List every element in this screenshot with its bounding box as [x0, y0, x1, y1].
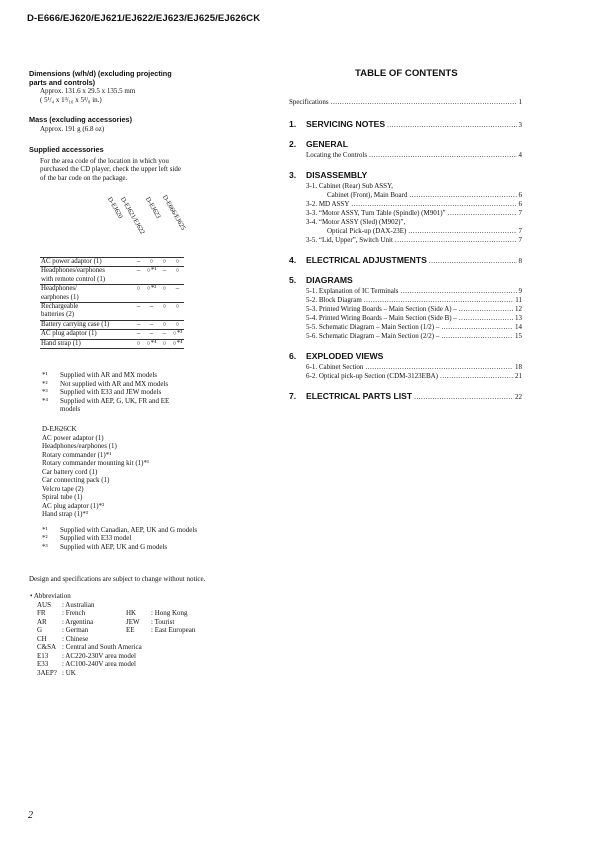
- toc-entry-label: 5-1. Explanation of IC Terminals: [306, 287, 399, 295]
- abbreviation-code: AUS: [37, 600, 52, 609]
- availability-cell: ○: [158, 303, 171, 321]
- leader-dots: [459, 314, 513, 323]
- toc-entry[interactable]: [306, 305, 522, 314]
- availability-cell: ○*⁴: [146, 339, 157, 347]
- toc-entry-label: 6-1. Cabinet Section: [306, 363, 364, 371]
- table-row: [40, 267, 184, 285]
- toc-section-title: EXPLODED VIEWS: [306, 351, 384, 361]
- leader-dots: [365, 363, 513, 372]
- toc-entry-label: 5-2. Block Diagram: [306, 296, 362, 304]
- abbreviation-code: FR: [37, 609, 46, 617]
- toc-subsection-list: [289, 182, 522, 245]
- accessory-name: [40, 303, 132, 321]
- footnote: [42, 388, 282, 397]
- footnote-text: Supplied with AR and MX models: [60, 371, 158, 379]
- abbreviation-code: EE: [126, 626, 135, 634]
- toc-title: TABLE OF CONTENTS: [355, 68, 458, 79]
- supplied-heading: Supplied accessories: [29, 145, 104, 154]
- toc-subsection-list: [289, 363, 522, 381]
- toc-page-number: 1: [518, 98, 522, 106]
- list-item: AC plug adaptor (1)*²: [42, 501, 105, 510]
- abbreviation-row: [37, 660, 280, 669]
- availability-cell: ○: [171, 303, 184, 321]
- toc-section-number: 6.: [289, 351, 297, 361]
- toc-section-number: 4.: [289, 255, 297, 265]
- leader-dots: [395, 236, 517, 245]
- accessory-name-line: Headphones/earphones: [41, 267, 105, 275]
- toc-section-number: 1.: [289, 119, 297, 129]
- supplied-section: [29, 146, 279, 182]
- availability-cell: ○: [171, 258, 184, 267]
- toc-entry-label: Specifications: [289, 98, 329, 106]
- availability-cell: –: [132, 267, 145, 285]
- mass-heading: Mass (excluding accessories): [29, 115, 133, 124]
- toc-page-number: 21: [515, 372, 522, 380]
- leader-dots: [351, 200, 516, 209]
- ej626-title: D-EJ626CK: [42, 425, 77, 433]
- footnote: [42, 526, 282, 535]
- abbreviation-meaning: : East European: [151, 626, 196, 634]
- table-row: [40, 330, 184, 339]
- toc-page-number: 7: [518, 236, 522, 244]
- toc-entry-label: 5-6. Schematic Diagram – Main Section (2/2) –: [306, 332, 440, 340]
- footnote-text: Supplied with E33 model: [60, 534, 132, 542]
- availability-cell: –: [171, 285, 184, 303]
- abbreviation-meaning: : Chinese: [62, 634, 89, 643]
- accessory-name-line: Hand strap (1): [41, 339, 81, 347]
- footnote-text: Supplied with AEP, UK and G models: [60, 542, 168, 551]
- supplied-intro-2: purchased the CD player, check the upper left side: [40, 165, 182, 174]
- dimensions-section: [29, 70, 279, 104]
- toc-entry-line: 3-1. Cabinet (Rear) Sub ASSY,: [306, 182, 393, 190]
- toc-page-number: 4: [518, 151, 522, 159]
- abbreviation-row: [37, 626, 280, 635]
- availability-cell: ○*³: [172, 330, 183, 338]
- toc-entry[interactable]: [306, 236, 522, 245]
- accessory-name: [40, 285, 132, 303]
- abbreviation-row: [37, 601, 280, 610]
- abbreviation-code: HK: [126, 609, 137, 617]
- toc-section[interactable]: [289, 351, 522, 361]
- table-of-contents: [289, 98, 522, 411]
- footnote-mark: *³: [42, 388, 48, 396]
- availability-cell: ○: [132, 339, 145, 348]
- toc-section[interactable]: [289, 275, 522, 285]
- toc-entry[interactable]: [306, 191, 522, 200]
- accessory-name-line: AC power adaptor (1): [41, 258, 102, 265]
- table-row: [40, 303, 184, 321]
- availability-cell: –: [132, 320, 145, 329]
- availability-cell: ○: [158, 339, 171, 348]
- toc-entry[interactable]: [306, 372, 522, 381]
- toc-subsection-list: [289, 287, 522, 341]
- toc-entry[interactable]: [306, 151, 522, 160]
- toc-page-number: 13: [515, 314, 522, 322]
- toc-page-number: 6: [518, 200, 522, 208]
- footnote-mark: *²: [42, 379, 48, 388]
- availability-cell: ○*¹: [145, 267, 158, 285]
- accessory-name: [40, 320, 132, 329]
- toc-section-title: GENERAL: [306, 139, 349, 149]
- mass-section: [29, 116, 279, 133]
- abbreviation-meaning: : French: [62, 609, 86, 617]
- abbreviation-code: C&SA: [37, 643, 57, 651]
- footnote-mark: *³: [42, 542, 48, 551]
- footnote: [42, 397, 282, 406]
- table-row: [40, 258, 184, 267]
- toc-section-title: DISASSEMBLY: [306, 170, 368, 180]
- abbreviation-row: [37, 643, 280, 652]
- dimensions-mm: Approx. 131.6 x 29.5 x 135.5 mm: [40, 87, 136, 96]
- abbreviation-code: CH: [37, 634, 47, 643]
- model-header-1: D-EJ620: [105, 196, 124, 220]
- availability-cell: –: [145, 303, 158, 321]
- table-row: [40, 320, 184, 329]
- supplied-intro-3: of the bar code on the package.: [40, 173, 128, 182]
- accessory-name: [40, 258, 132, 267]
- abbreviation-meaning: : Hong Kong: [151, 609, 188, 617]
- abbreviation-meaning: : AC220-230V area model: [62, 651, 136, 660]
- list-item: Spiral tube (1): [42, 493, 83, 501]
- abbreviation-row: [37, 669, 280, 678]
- footnote: [42, 371, 282, 380]
- toc-subsection-list: [289, 151, 522, 160]
- dimensions-heading-2: parts and controls): [29, 77, 96, 87]
- availability-cell: –: [158, 330, 171, 339]
- availability-cell: ○: [158, 320, 171, 329]
- toc-entry-label: Optical Pick-up (DAX-23E): [327, 227, 407, 235]
- footnote-mark: *²: [42, 534, 48, 542]
- leader-dots: [387, 121, 516, 129]
- page-number: 2: [28, 810, 33, 821]
- leader-dots: [401, 287, 517, 296]
- abbreviation-code: AR: [37, 617, 47, 626]
- accessory-name: [40, 339, 132, 348]
- availability-cell: –: [145, 330, 158, 339]
- footnote-text: Supplied with Canadian, AEP, UK and G models: [60, 525, 198, 534]
- toc-specifications[interactable]: [289, 98, 522, 107]
- ej626-section: [42, 425, 282, 551]
- toc-section-number: 3.: [289, 170, 297, 180]
- footnote: [42, 405, 282, 414]
- toc-entry[interactable]: [306, 296, 522, 305]
- abbreviation-code: E33: [37, 660, 49, 668]
- toc-entry-label: Locating the Controls: [306, 151, 368, 159]
- toc-entry-line: 3-4. “Motor ASSY (Sled) (M902)”,: [306, 218, 406, 226]
- availability-cell: ○: [132, 285, 145, 303]
- availability-cell: ○*²: [145, 285, 158, 303]
- toc-section[interactable]: [289, 119, 522, 129]
- abbreviation-meaning: : Tourist: [151, 617, 175, 626]
- availability-cell: –: [132, 330, 145, 339]
- abbreviation-meaning: : German: [62, 626, 89, 634]
- availability-cell: ○: [171, 267, 184, 285]
- toc-entry[interactable]: [306, 363, 522, 372]
- document-header: D-E666/EJ620/EJ621/EJ622/EJ623/EJ625/EJ626CK: [27, 13, 261, 24]
- toc-page-number: 14: [515, 323, 522, 331]
- abbreviation-code: G: [37, 626, 43, 634]
- leader-dots: [364, 296, 513, 305]
- accessory-name: [40, 330, 132, 339]
- list-item: Headphones/earphones (1): [42, 442, 117, 450]
- toc-section[interactable]: [289, 255, 522, 265]
- abbreviation-code: 3AEP?: [37, 668, 57, 677]
- toc-section-number: 7.: [289, 391, 297, 401]
- leader-dots: [448, 209, 517, 218]
- toc-entry[interactable]: [306, 314, 522, 323]
- toc-section-number: 5.: [289, 275, 297, 285]
- toc-section[interactable]: [289, 170, 522, 180]
- toc-page-number: 8: [518, 257, 522, 265]
- abbreviation-title: • Abbreviation: [30, 592, 71, 600]
- abbreviation-row: [37, 635, 280, 644]
- list-item: Hand strap (1)*³: [42, 510, 89, 518]
- leader-dots: [414, 393, 513, 401]
- accessory-name-line: Headphones/: [41, 285, 77, 293]
- toc-page-number: 11: [515, 296, 522, 304]
- leader-dots: [410, 191, 517, 200]
- footnote-text: Not supplied with AR and MX models: [60, 379, 169, 388]
- availability-cell: –: [158, 267, 171, 285]
- toc-page-number: 9: [518, 287, 522, 295]
- abbreviation-meaning: : AC100-240V area model: [62, 660, 136, 668]
- abbreviation-code: E13: [37, 651, 49, 660]
- list-item: AC power adaptor (1): [42, 433, 104, 442]
- table-row: [40, 285, 184, 303]
- toc-section-title: ELECTRICAL PARTS LIST: [306, 391, 413, 401]
- availability-cell: –: [132, 303, 145, 321]
- toc-entry-label: 3-3. “Motor ASSY, Turn Table (Spindle) (M901)”: [306, 209, 446, 217]
- toc-entry[interactable]: [306, 323, 522, 332]
- accessories-table: [40, 257, 184, 349]
- dimensions-heading-1: Dimensions (w/h/d) (excluding projecting: [29, 69, 172, 78]
- abbreviation-row: [37, 618, 280, 627]
- toc-entry-label: 5-3. Printed Wiring Boards – Main Section (Side A) –: [306, 305, 457, 313]
- leader-dots: [459, 305, 513, 314]
- availability-cell: ○: [158, 285, 171, 303]
- toc-entry[interactable]: [306, 227, 522, 236]
- footnote-mark: *¹: [42, 371, 48, 379]
- toc-entry[interactable]: [306, 209, 522, 218]
- accessory-name-line: earphones (1): [41, 293, 79, 301]
- footnote-text: models: [60, 405, 81, 413]
- accessory-name-line: with remote control (1): [41, 275, 106, 283]
- design-note: Design and specifications are subject to change without notice.: [29, 575, 206, 583]
- toc-page-number: 7: [518, 209, 522, 217]
- toc-page-number: 22: [515, 393, 522, 401]
- availability-cell: ○*⁴: [172, 339, 183, 347]
- model-header-4: D-E666/EJ625: [160, 194, 187, 232]
- footnote-mark: *¹: [42, 525, 48, 534]
- availability-cell: ○: [145, 258, 158, 267]
- footnote: [42, 380, 282, 389]
- accessory-name-line: batteries (2): [41, 311, 75, 319]
- accessory-name: [40, 267, 132, 285]
- toc-section-title: SERVICING NOTES: [306, 119, 386, 129]
- toc-page-number: 3: [518, 121, 522, 129]
- leader-dots: [408, 227, 516, 236]
- leader-dots: [331, 98, 517, 107]
- list-item: Car connecting pack (1): [42, 476, 110, 484]
- toc-page-number: 18: [515, 363, 522, 371]
- dimensions-in: ( 5¹/₄ x 1³/₁₆ x 5³/₈ in.): [40, 95, 102, 104]
- accessory-name-line: Rechargeable: [41, 303, 79, 311]
- abbreviation-row: [37, 652, 280, 661]
- accessory-notes: [42, 371, 282, 414]
- toc-entry-label: 3-5. “Lid, Upper”, Switch Unit: [306, 236, 393, 244]
- leader-dots: [441, 332, 513, 341]
- toc-section-title: ELECTRICAL ADJUSTMENTS: [306, 255, 427, 265]
- toc-entry[interactable]: [306, 287, 522, 296]
- accessory-name-line: AC plug adaptor (1): [41, 330, 97, 338]
- toc-entry[interactable]: [306, 332, 522, 341]
- availability-cell: –: [132, 258, 145, 267]
- footnote-text: Supplied with AEP, G, UK, FR and EE: [60, 396, 170, 405]
- list-item: Rotary commander (1)*¹: [42, 450, 112, 459]
- list-item: Car battery cord (1): [42, 467, 98, 476]
- toc-page-number: 15: [515, 332, 522, 340]
- leader-dots: [440, 372, 513, 381]
- abbreviation-code: JEW: [126, 617, 140, 626]
- footnote: [42, 543, 282, 552]
- toc-entry-label: 6-2. Optical pick-up Section (CDM-3123EBA): [306, 372, 439, 380]
- toc-entry-label: 5-5. Schematic Diagram – Main Section (1/2) –: [306, 323, 440, 331]
- toc-entry-label: 5-4. Printed Wiring Boards – Main Section (Side B) –: [306, 314, 457, 322]
- abbreviation-row: [37, 609, 280, 618]
- toc-page-number: 7: [518, 227, 522, 235]
- leader-dots: [429, 257, 517, 265]
- toc-section-title: DIAGRAMS: [306, 275, 353, 285]
- abbreviation-meaning: : Central and South America: [62, 643, 142, 651]
- accessory-name-line: Battery carrying case (1): [41, 320, 110, 328]
- leader-dots: [369, 151, 516, 160]
- list-item: Velcro tape (2): [42, 484, 84, 493]
- mass-value: Approx. 191 g (6.8 oz): [40, 124, 105, 133]
- toc-section[interactable]: [289, 391, 522, 401]
- footnote-mark: [42, 405, 60, 414]
- toc-entry-label: Cabinet (Front), Main Board: [327, 191, 408, 199]
- toc-section[interactable]: [289, 139, 522, 149]
- toc-section-number: 2.: [289, 139, 297, 149]
- availability-cell: ○: [158, 258, 171, 267]
- availability-cell: ○: [171, 320, 184, 329]
- table-row: [40, 339, 184, 348]
- abbreviation-meaning: : Australian: [62, 600, 95, 609]
- footnote-mark: *⁴: [42, 396, 48, 405]
- abbreviation-section: [30, 592, 280, 677]
- availability-cell: –: [145, 320, 158, 329]
- supplied-intro-1: For the area code of the location in which you: [40, 156, 169, 165]
- abbreviation-meaning: : UK: [62, 668, 76, 677]
- toc-entry-label: 3-2. MD ASSY: [306, 200, 350, 208]
- footnote-text: Supplied with E33 and JEW models: [60, 388, 162, 396]
- list-item: Rotary commander mounting kit (1)*¹: [42, 459, 150, 467]
- toc-page-number: 12: [515, 305, 522, 313]
- abbreviation-meaning: : Argentina: [62, 617, 94, 626]
- footnote: [42, 534, 282, 543]
- toc-page-number: 6: [518, 191, 522, 199]
- model-header-2: D-EJ621/EJ622: [118, 196, 146, 236]
- toc-entry[interactable]: [306, 200, 522, 209]
- model-header-3: D-EJ623: [143, 196, 162, 220]
- leader-dots: [441, 323, 513, 332]
